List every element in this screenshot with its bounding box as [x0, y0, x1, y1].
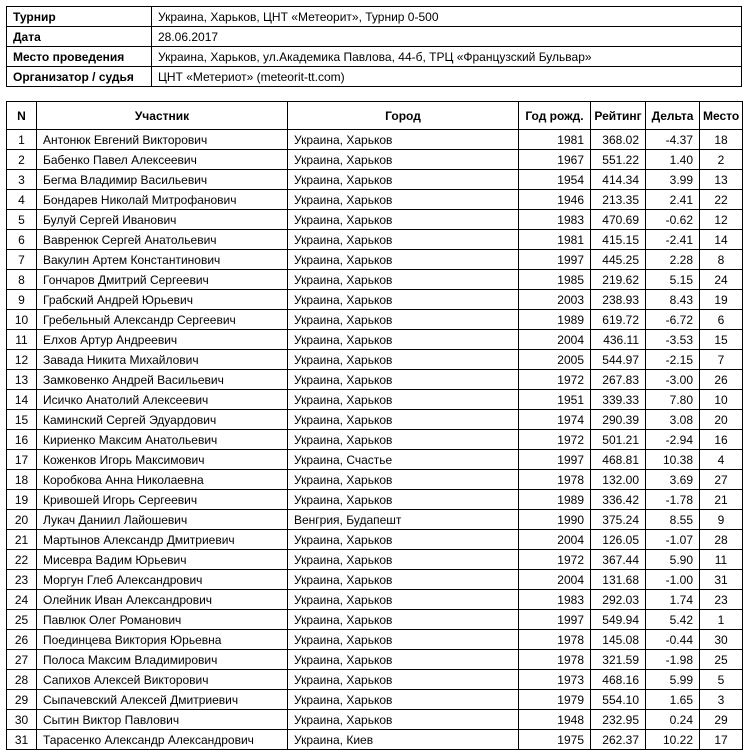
cell-number: 5 [7, 210, 37, 230]
table-row [7, 470, 743, 490]
cell-participant: Бабенко Павел Алексеевич [37, 150, 288, 170]
cell-birth-year: 1979 [519, 690, 591, 710]
cell-participant: Грабский Андрей Юрьевич [37, 290, 288, 310]
cell-city: Украина, Харьков [288, 150, 519, 170]
cell-delta: 0.24 [646, 710, 700, 730]
cell-city: Украина, Харьков [288, 270, 519, 290]
cell-place: 16 [700, 430, 743, 450]
cell-rating: 238.93 [591, 290, 646, 310]
info-value: Украина, Харьков, ЦНТ «Метеорит», Турнир 0-500 [152, 7, 742, 27]
cell-participant: Сапихов Алексей Викторович [37, 670, 288, 690]
results-header-row [7, 102, 743, 130]
cell-delta: -1.78 [646, 490, 700, 510]
cell-rating: 551.22 [591, 150, 646, 170]
header-city: Город [288, 102, 519, 130]
cell-rating: 131.68 [591, 570, 646, 590]
cell-rating: 436.11 [591, 330, 646, 350]
table-row [7, 270, 743, 290]
info-row [7, 67, 742, 87]
cell-participant: Полоса Максим Владимирович [37, 650, 288, 670]
cell-birth-year: 2003 [519, 290, 591, 310]
cell-city: Украина, Харьков [288, 610, 519, 630]
cell-number: 11 [7, 330, 37, 350]
results-table [6, 101, 743, 750]
info-label: Организатор / судья [7, 67, 152, 87]
cell-participant: Вавренюк Сергей Анатольевич [37, 230, 288, 250]
table-row [7, 230, 743, 250]
table-row [7, 370, 743, 390]
cell-birth-year: 1997 [519, 450, 591, 470]
cell-participant: Исичко Анатолий Алексеевич [37, 390, 288, 410]
cell-place: 18 [700, 130, 743, 150]
cell-rating: 554.10 [591, 690, 646, 710]
cell-place: 26 [700, 370, 743, 390]
cell-birth-year: 1948 [519, 710, 591, 730]
tournament-info-table [6, 6, 742, 87]
cell-number: 1 [7, 130, 37, 150]
cell-birth-year: 1978 [519, 630, 591, 650]
cell-delta: 1.40 [646, 150, 700, 170]
cell-city: Украина, Харьков [288, 550, 519, 570]
cell-participant: Мисевра Вадим Юрьевич [37, 550, 288, 570]
cell-place: 19 [700, 290, 743, 310]
cell-participant: Павлюк Олег Романович [37, 610, 288, 630]
cell-delta: 2.28 [646, 250, 700, 270]
cell-delta: 5.90 [646, 550, 700, 570]
table-row [7, 410, 743, 430]
cell-number: 24 [7, 590, 37, 610]
table-row [7, 170, 743, 190]
cell-city: Украина, Харьков [288, 630, 519, 650]
cell-birth-year: 1972 [519, 550, 591, 570]
cell-city: Украина, Харьков [288, 410, 519, 430]
cell-birth-year: 1946 [519, 190, 591, 210]
cell-delta: -6.72 [646, 310, 700, 330]
cell-place: 20 [700, 410, 743, 430]
table-row [7, 290, 743, 310]
cell-participant: Бегма Владимир Васильевич [37, 170, 288, 190]
cell-rating: 368.02 [591, 130, 646, 150]
table-row [7, 710, 743, 730]
cell-city: Украина, Харьков [288, 290, 519, 310]
cell-participant: Каминский Сергей Эдуардович [37, 410, 288, 430]
cell-city: Украина, Харьков [288, 570, 519, 590]
cell-birth-year: 1972 [519, 370, 591, 390]
cell-city: Украина, Киев [288, 730, 519, 750]
cell-rating: 336.42 [591, 490, 646, 510]
cell-rating: 132.00 [591, 470, 646, 490]
cell-rating: 544.97 [591, 350, 646, 370]
cell-city: Украина, Харьков [288, 350, 519, 370]
cell-place: 11 [700, 550, 743, 570]
cell-participant: Тарасенко Александр Александрович [37, 730, 288, 750]
table-row [7, 350, 743, 370]
cell-rating: 267.83 [591, 370, 646, 390]
cell-delta: 8.43 [646, 290, 700, 310]
cell-participant: Кривошей Игорь Сергеевич [37, 490, 288, 510]
cell-place: 7 [700, 350, 743, 370]
cell-rating: 549.94 [591, 610, 646, 630]
cell-city: Украина, Харьков [288, 210, 519, 230]
table-row [7, 450, 743, 470]
cell-place: 8 [700, 250, 743, 270]
cell-rating: 445.25 [591, 250, 646, 270]
cell-place: 5 [700, 670, 743, 690]
cell-birth-year: 1990 [519, 510, 591, 530]
cell-birth-year: 1989 [519, 310, 591, 330]
cell-rating: 339.33 [591, 390, 646, 410]
cell-delta: -3.53 [646, 330, 700, 350]
cell-number: 20 [7, 510, 37, 530]
cell-participant: Елхов Артур Андреевич [37, 330, 288, 350]
cell-city: Украина, Харьков [288, 170, 519, 190]
cell-birth-year: 1973 [519, 670, 591, 690]
cell-city: Украина, Харьков [288, 430, 519, 450]
cell-number: 21 [7, 530, 37, 550]
cell-number: 25 [7, 610, 37, 630]
cell-place: 12 [700, 210, 743, 230]
info-row [7, 27, 742, 47]
cell-rating: 415.15 [591, 230, 646, 250]
table-row [7, 190, 743, 210]
cell-number: 28 [7, 670, 37, 690]
cell-number: 10 [7, 310, 37, 330]
cell-number: 4 [7, 190, 37, 210]
cell-number: 9 [7, 290, 37, 310]
cell-participant: Гончаров Дмитрий Сергеевич [37, 270, 288, 290]
cell-place: 23 [700, 590, 743, 610]
cell-city: Украина, Харьков [288, 330, 519, 350]
cell-participant: Антонюк Евгений Викторович [37, 130, 288, 150]
info-value: ЦНТ «Метериот» (meteorit-tt.com) [152, 67, 742, 87]
cell-rating: 290.39 [591, 410, 646, 430]
cell-participant: Завада Никита Михайлович [37, 350, 288, 370]
cell-delta: 5.99 [646, 670, 700, 690]
cell-number: 26 [7, 630, 37, 650]
cell-rating: 414.34 [591, 170, 646, 190]
cell-birth-year: 1983 [519, 210, 591, 230]
cell-birth-year: 1983 [519, 590, 591, 610]
cell-birth-year: 1985 [519, 270, 591, 290]
cell-rating: 619.72 [591, 310, 646, 330]
cell-number: 8 [7, 270, 37, 290]
cell-birth-year: 1981 [519, 130, 591, 150]
cell-city: Венгрия, Будапешт [288, 510, 519, 530]
cell-birth-year: 1989 [519, 490, 591, 510]
cell-participant: Кириенко Максим Анатольевич [37, 430, 288, 450]
table-row [7, 310, 743, 330]
cell-delta: 3.69 [646, 470, 700, 490]
cell-city: Украина, Харьков [288, 690, 519, 710]
cell-number: 29 [7, 690, 37, 710]
cell-delta: 8.55 [646, 510, 700, 530]
cell-city: Украина, Харьков [288, 470, 519, 490]
cell-city: Украина, Харьков [288, 230, 519, 250]
table-row [7, 630, 743, 650]
cell-city: Украина, Харьков [288, 490, 519, 510]
cell-number: 13 [7, 370, 37, 390]
cell-place: 3 [700, 690, 743, 710]
cell-birth-year: 1981 [519, 230, 591, 250]
info-row [7, 7, 742, 27]
info-label: Турнир [7, 7, 152, 27]
table-row [7, 690, 743, 710]
cell-birth-year: 1967 [519, 150, 591, 170]
cell-place: 1 [700, 610, 743, 630]
table-row [7, 390, 743, 410]
cell-city: Украина, Харьков [288, 310, 519, 330]
cell-city: Украина, Харьков [288, 710, 519, 730]
info-value: Украина, Харьков, ул.Академика Павлова, 44-б, ТРЦ «Французский Бульвар» [152, 47, 742, 67]
cell-rating: 126.05 [591, 530, 646, 550]
cell-delta: -1.98 [646, 650, 700, 670]
cell-number: 7 [7, 250, 37, 270]
cell-participant: Сытин Виктор Павлович [37, 710, 288, 730]
cell-number: 14 [7, 390, 37, 410]
cell-place: 28 [700, 530, 743, 550]
table-row [7, 570, 743, 590]
info-label: Дата [7, 27, 152, 47]
cell-city: Украина, Харьков [288, 250, 519, 270]
cell-birth-year: 1997 [519, 250, 591, 270]
cell-delta: -0.44 [646, 630, 700, 650]
table-row [7, 730, 743, 750]
table-row [7, 330, 743, 350]
cell-birth-year: 1978 [519, 650, 591, 670]
table-row [7, 430, 743, 450]
cell-participant: Мартынов Александр Дмитриевич [37, 530, 288, 550]
cell-participant: Поединцева Виктория Юрьевна [37, 630, 288, 650]
table-row [7, 130, 743, 150]
cell-rating: 468.81 [591, 450, 646, 470]
cell-participant: Моргун Глеб Александрович [37, 570, 288, 590]
cell-rating: 292.03 [591, 590, 646, 610]
cell-place: 9 [700, 510, 743, 530]
header-name: Участник [37, 102, 288, 130]
table-row [7, 670, 743, 690]
table-row [7, 550, 743, 570]
cell-number: 31 [7, 730, 37, 750]
cell-rating: 468.16 [591, 670, 646, 690]
cell-place: 15 [700, 330, 743, 350]
cell-city: Украина, Харьков [288, 590, 519, 610]
table-row [7, 510, 743, 530]
cell-participant: Коробкова Анна Николаевна [37, 470, 288, 490]
cell-city: Украина, Харьков [288, 390, 519, 410]
cell-number: 15 [7, 410, 37, 430]
header-n: N [7, 102, 37, 130]
cell-participant: Сыпачевский Алексей Дмитриевич [37, 690, 288, 710]
cell-number: 19 [7, 490, 37, 510]
cell-delta: 2.41 [646, 190, 700, 210]
cell-place: 2 [700, 150, 743, 170]
cell-number: 12 [7, 350, 37, 370]
cell-city: Украина, Харьков [288, 650, 519, 670]
cell-rating: 219.62 [591, 270, 646, 290]
cell-number: 23 [7, 570, 37, 590]
cell-place: 4 [700, 450, 743, 470]
cell-city: Украина, Харьков [288, 130, 519, 150]
cell-participant: Вакулин Артем Константинович [37, 250, 288, 270]
cell-birth-year: 1951 [519, 390, 591, 410]
table-row [7, 610, 743, 630]
cell-delta: 5.42 [646, 610, 700, 630]
cell-number: 18 [7, 470, 37, 490]
cell-city: Украина, Харьков [288, 670, 519, 690]
info-label: Место проведения [7, 47, 152, 67]
cell-rating: 262.37 [591, 730, 646, 750]
table-row [7, 590, 743, 610]
cell-rating: 375.24 [591, 510, 646, 530]
cell-city: Украина, Харьков [288, 530, 519, 550]
cell-participant: Бондарев Николай Митрофанович [37, 190, 288, 210]
cell-number: 3 [7, 170, 37, 190]
header-place: Место [700, 102, 743, 130]
cell-birth-year: 1997 [519, 610, 591, 630]
cell-number: 17 [7, 450, 37, 470]
cell-place: 21 [700, 490, 743, 510]
cell-place: 29 [700, 710, 743, 730]
cell-place: 31 [700, 570, 743, 590]
cell-delta: -2.41 [646, 230, 700, 250]
table-row [7, 650, 743, 670]
cell-place: 10 [700, 390, 743, 410]
cell-rating: 213.35 [591, 190, 646, 210]
cell-city: Украина, Харьков [288, 370, 519, 390]
cell-birth-year: 1974 [519, 410, 591, 430]
cell-place: 22 [700, 190, 743, 210]
cell-birth-year: 1972 [519, 430, 591, 450]
cell-delta: -1.00 [646, 570, 700, 590]
cell-city: Украина, Счастье [288, 450, 519, 470]
cell-rating: 470.69 [591, 210, 646, 230]
cell-number: 30 [7, 710, 37, 730]
cell-rating: 501.21 [591, 430, 646, 450]
cell-birth-year: 2005 [519, 350, 591, 370]
cell-rating: 145.08 [591, 630, 646, 650]
header-rating: Рейтинг [591, 102, 646, 130]
cell-birth-year: 2004 [519, 530, 591, 550]
cell-delta: 10.38 [646, 450, 700, 470]
cell-birth-year: 1975 [519, 730, 591, 750]
cell-delta: 3.08 [646, 410, 700, 430]
header-delta: Дельта [646, 102, 700, 130]
cell-place: 13 [700, 170, 743, 190]
table-row [7, 530, 743, 550]
cell-delta: 5.15 [646, 270, 700, 290]
cell-delta: -0.62 [646, 210, 700, 230]
cell-number: 16 [7, 430, 37, 450]
table-row [7, 150, 743, 170]
cell-birth-year: 1954 [519, 170, 591, 190]
cell-delta: -2.15 [646, 350, 700, 370]
cell-rating: 367.44 [591, 550, 646, 570]
cell-delta: -2.94 [646, 430, 700, 450]
cell-birth-year: 2004 [519, 570, 591, 590]
cell-delta: 7.80 [646, 390, 700, 410]
cell-participant: Лукач Даниил Лайошевич [37, 510, 288, 530]
cell-participant: Коженков Игорь Максимович [37, 450, 288, 470]
cell-place: 30 [700, 630, 743, 650]
info-value: 28.06.2017 [152, 27, 742, 47]
cell-birth-year: 2004 [519, 330, 591, 350]
cell-rating: 321.59 [591, 650, 646, 670]
cell-place: 25 [700, 650, 743, 670]
cell-delta: 1.65 [646, 690, 700, 710]
cell-place: 14 [700, 230, 743, 250]
cell-delta: 3.99 [646, 170, 700, 190]
table-row [7, 210, 743, 230]
cell-rating: 232.95 [591, 710, 646, 730]
cell-delta: 10.22 [646, 730, 700, 750]
cell-participant: Гребельный Александр Сергеевич [37, 310, 288, 330]
cell-place: 6 [700, 310, 743, 330]
cell-place: 24 [700, 270, 743, 290]
cell-city: Украина, Харьков [288, 190, 519, 210]
cell-number: 27 [7, 650, 37, 670]
cell-delta: -3.00 [646, 370, 700, 390]
info-row [7, 47, 742, 67]
cell-participant: Булуй Сергей Иванович [37, 210, 288, 230]
cell-number: 22 [7, 550, 37, 570]
cell-delta: -1.07 [646, 530, 700, 550]
header-year: Год рожд. [519, 102, 591, 130]
cell-delta: -4.37 [646, 130, 700, 150]
cell-participant: Олейник Иван Александрович [37, 590, 288, 610]
cell-participant: Замковенко Андрей Васильевич [37, 370, 288, 390]
table-row [7, 250, 743, 270]
cell-number: 2 [7, 150, 37, 170]
cell-birth-year: 1978 [519, 470, 591, 490]
cell-place: 27 [700, 470, 743, 490]
cell-place: 17 [700, 730, 743, 750]
cell-number: 6 [7, 230, 37, 250]
cell-delta: 1.74 [646, 590, 700, 610]
table-row [7, 490, 743, 510]
